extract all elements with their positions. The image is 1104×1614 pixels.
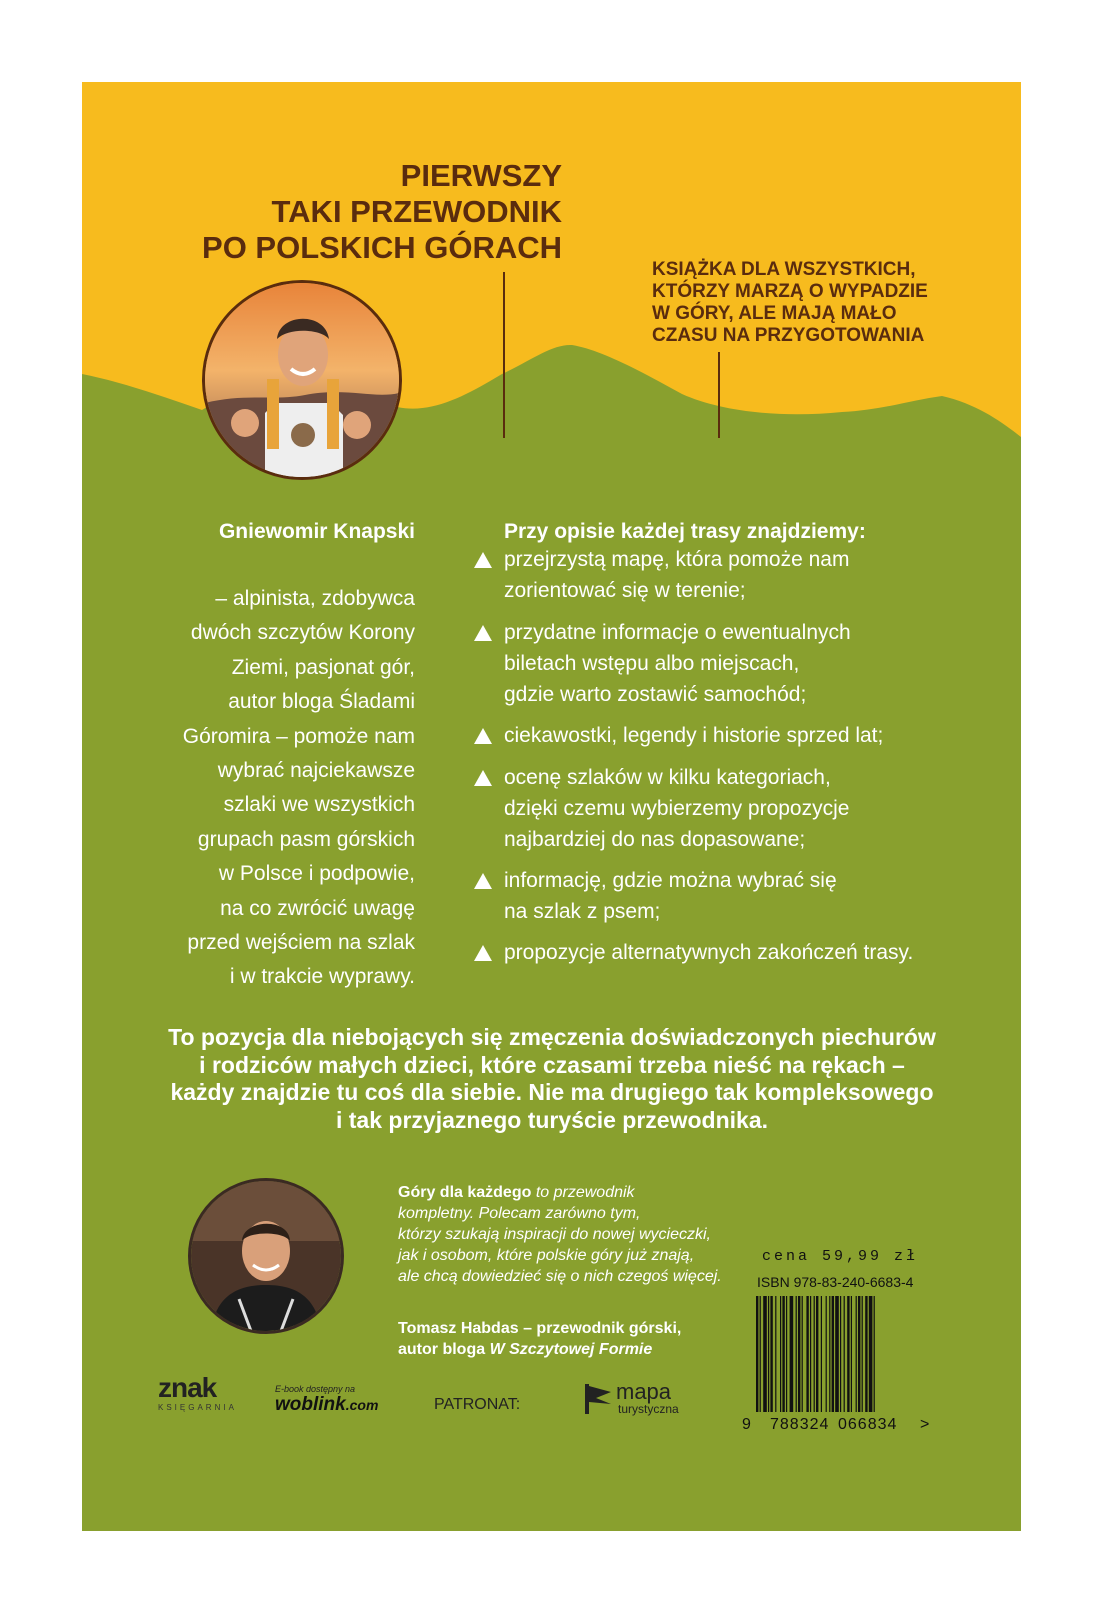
barcode-bar — [770, 1296, 772, 1412]
price-barcode-area — [742, 1242, 1010, 1517]
bio-line: w Polsce i podpowie, — [218, 862, 415, 886]
barcode-end-marker: > — [920, 1416, 930, 1433]
triangle-bullet-icon — [474, 552, 492, 568]
patronat-label: PATRONAT: — [434, 1396, 521, 1413]
feature-line: propozycje alternatywnych zakończeń trasy. — [504, 941, 914, 964]
bio-line: przed wejściem na szlak — [187, 931, 415, 955]
author-name: Gniewomir Knapski — [218, 520, 415, 543]
barcode-bar — [826, 1296, 827, 1412]
divider-line-left — [503, 272, 505, 438]
quote-line — [398, 1182, 758, 1203]
tagline-line-4: CZASU NA PRZYGOTOWANIA — [652, 325, 925, 346]
quote-line: ale chcą dowiedzieć się o nich czegoś więcej. — [398, 1268, 722, 1285]
feature-line: przejrzystą mapę, która pomoże nam — [504, 548, 850, 571]
author-photo — [202, 280, 402, 480]
barcode-bar — [862, 1296, 863, 1412]
cover-headline — [142, 158, 562, 266]
woblink-caption: E-book dostępny na — [275, 1384, 356, 1394]
barcode — [756, 1296, 916, 1416]
woblink-name: woblink — [275, 1394, 346, 1415]
triangle-bullet-icon — [474, 625, 492, 641]
znak-logo-text: znak — [158, 1372, 217, 1403]
feature-line: gdzie warto zostawić samochód; — [504, 683, 807, 706]
quote-book-title: Góry dla każdego — [398, 1184, 532, 1201]
barcode-bar — [829, 1296, 830, 1412]
barcode-bar — [786, 1296, 787, 1412]
tagline-line-3: W GÓRY, ALE MAJĄ MAŁO — [652, 303, 897, 324]
reviewer-quote — [398, 1182, 758, 1287]
barcode-bar — [760, 1296, 761, 1412]
quote-line: jak i osobom, które polskie góry już znają, — [398, 1247, 695, 1264]
bio-line: Ziemi, pasjonat gór, — [231, 655, 415, 679]
mapa-flag-icon — [584, 1382, 614, 1416]
quote-line: którzy szukają inspiracji do nowej wycieczki, — [398, 1226, 711, 1243]
bio-line: szlaki we wszystkich — [223, 793, 415, 817]
barcode-bar — [816, 1296, 818, 1412]
feature-line: najbardziej do nas dopasowane; — [504, 828, 806, 851]
attribution-blog: W Szczytowej Formie — [489, 1341, 653, 1358]
divider-line-right — [718, 352, 720, 438]
feature-line: przydatne informacje o ewentualnych — [504, 621, 851, 644]
bio-line: wybrać najciekawsze — [217, 759, 415, 783]
attribution-prefix: autor bloga — [398, 1341, 490, 1358]
summary-line: i tak przyjaznego turyście przewodnika. — [335, 1106, 768, 1133]
feature-line: biletach wstępu albo miejscach, — [504, 652, 800, 675]
barcode-bar — [869, 1296, 873, 1412]
cover-tagline — [652, 259, 1012, 347]
quote-line-rest: to przewodnik — [531, 1184, 635, 1201]
quote-attribution — [398, 1318, 758, 1360]
bio-line: dwóch szczytów Korony — [190, 621, 415, 645]
feature-line: dzięki czemu wybierzemy propozycje — [504, 797, 850, 820]
feature-line: ciekawostki, legendy i historie sprzed lat; — [504, 724, 884, 747]
barcode-bar — [756, 1296, 758, 1412]
barcode-bar — [780, 1296, 781, 1412]
barcode-bar — [806, 1296, 808, 1412]
bio-line: i w trakcie wyprawy. — [229, 965, 415, 989]
barcode-bar — [865, 1296, 867, 1412]
triangle-bullet-icon — [474, 945, 492, 961]
reviewer-photo — [188, 1178, 344, 1334]
barcode-bar — [835, 1296, 839, 1412]
quote-line: kompletny. Polecam zarówno tym, — [398, 1205, 641, 1222]
author-photo-image — [205, 283, 399, 477]
barcode-bar — [763, 1296, 767, 1412]
triangle-bullet-icon — [474, 873, 492, 889]
bio-line: Góromira – pomoże nam — [182, 724, 415, 748]
barcode-bar — [851, 1296, 852, 1412]
woblink-wordmark — [275, 1394, 378, 1416]
headline-line-3: PO POLSKICH GÓRACH — [202, 230, 562, 265]
reviewer-photo-image — [191, 1181, 341, 1331]
summary-line: To pozycja dla niebojących się zmęczenia doświadczonych piechurów — [168, 1024, 936, 1050]
barcode-bar — [844, 1296, 845, 1412]
mapa-turystyczna-logo — [584, 1380, 694, 1416]
triangle-bullet-icon — [474, 770, 492, 786]
feature-line: na szlak z psem; — [504, 900, 661, 923]
attribution-line — [398, 1339, 758, 1360]
tagline-line-2: KTÓRZY MARZĄ O WYPADZIE — [652, 281, 928, 302]
feature-line: zorientować się w terenie; — [504, 579, 746, 602]
isbn-label: ISBN 978-83-240-6683-4 — [757, 1274, 914, 1290]
barcode-digit-first: 9 — [742, 1416, 751, 1433]
triangle-bullet-icon — [474, 728, 492, 744]
barcode-digits-group2: 066834 — [838, 1416, 898, 1433]
barcode-bar — [790, 1296, 794, 1412]
attribution-line: Tomasz Habdas – przewodnik górski, — [398, 1320, 682, 1337]
headline-line-2: TAKI PRZEWODNIK — [271, 194, 562, 229]
woblink-tld: .com — [345, 1397, 379, 1413]
barcode-bar — [768, 1296, 769, 1412]
barcode-bar — [796, 1296, 797, 1412]
barcode-bar — [775, 1296, 776, 1412]
summary-line: i rodziców małych dzieci, które czasami trzeba nieść na rękach – — [199, 1051, 905, 1078]
barcode-digits-group1: 788324 — [770, 1416, 830, 1433]
barcode-bar — [847, 1296, 849, 1412]
barcode-bar — [840, 1296, 841, 1412]
feature-line: informację, gdzie można wybrać się — [504, 869, 837, 892]
tagline-line-1: KSIĄŻKA DLA WSZYSTKICH, — [652, 259, 916, 280]
summary-paragraph — [122, 1024, 982, 1134]
barcode-bar — [810, 1296, 811, 1412]
barcode-bar — [874, 1296, 875, 1412]
book-back-cover — [82, 82, 1021, 1531]
woblink-logo — [275, 1384, 378, 1416]
barcode-bar — [802, 1296, 803, 1412]
barcode-bar — [814, 1296, 815, 1412]
barcode-bar — [798, 1296, 800, 1412]
barcode-bar — [821, 1296, 822, 1412]
barcode-bar — [858, 1296, 860, 1412]
features-heading: Przy opisie każdej trasy znajdziemy: — [504, 520, 866, 543]
bio-line: – alpinista, zdobywca — [215, 587, 415, 610]
znak-logo-subtext: KSIĘGARNIA — [158, 1403, 237, 1412]
bio-line: grupach pasm górskich — [197, 827, 415, 851]
barcode-bar — [832, 1296, 834, 1412]
mapa-wordmark: mapa — [616, 1379, 672, 1404]
feature-line: ocenę szlaków w kilku kategoriach, — [504, 766, 831, 789]
price-label: cena 59,99 zł — [762, 1248, 919, 1265]
headline-line-1: PIERWSZY — [400, 158, 562, 193]
barcode-bar — [782, 1296, 784, 1412]
znak-logo — [158, 1374, 238, 1412]
author-bio — [142, 582, 415, 995]
mapa-subtext: turystyczna — [618, 1402, 679, 1416]
bio-line: autor bloga Śladami — [228, 690, 415, 714]
bio-line: na co zwrócić uwagę — [220, 896, 415, 920]
barcode-bar — [856, 1296, 857, 1412]
summary-line: każdy znajdzie tu coś dla siebie. Nie ma drugiego tak kompleksowego — [170, 1079, 934, 1105]
